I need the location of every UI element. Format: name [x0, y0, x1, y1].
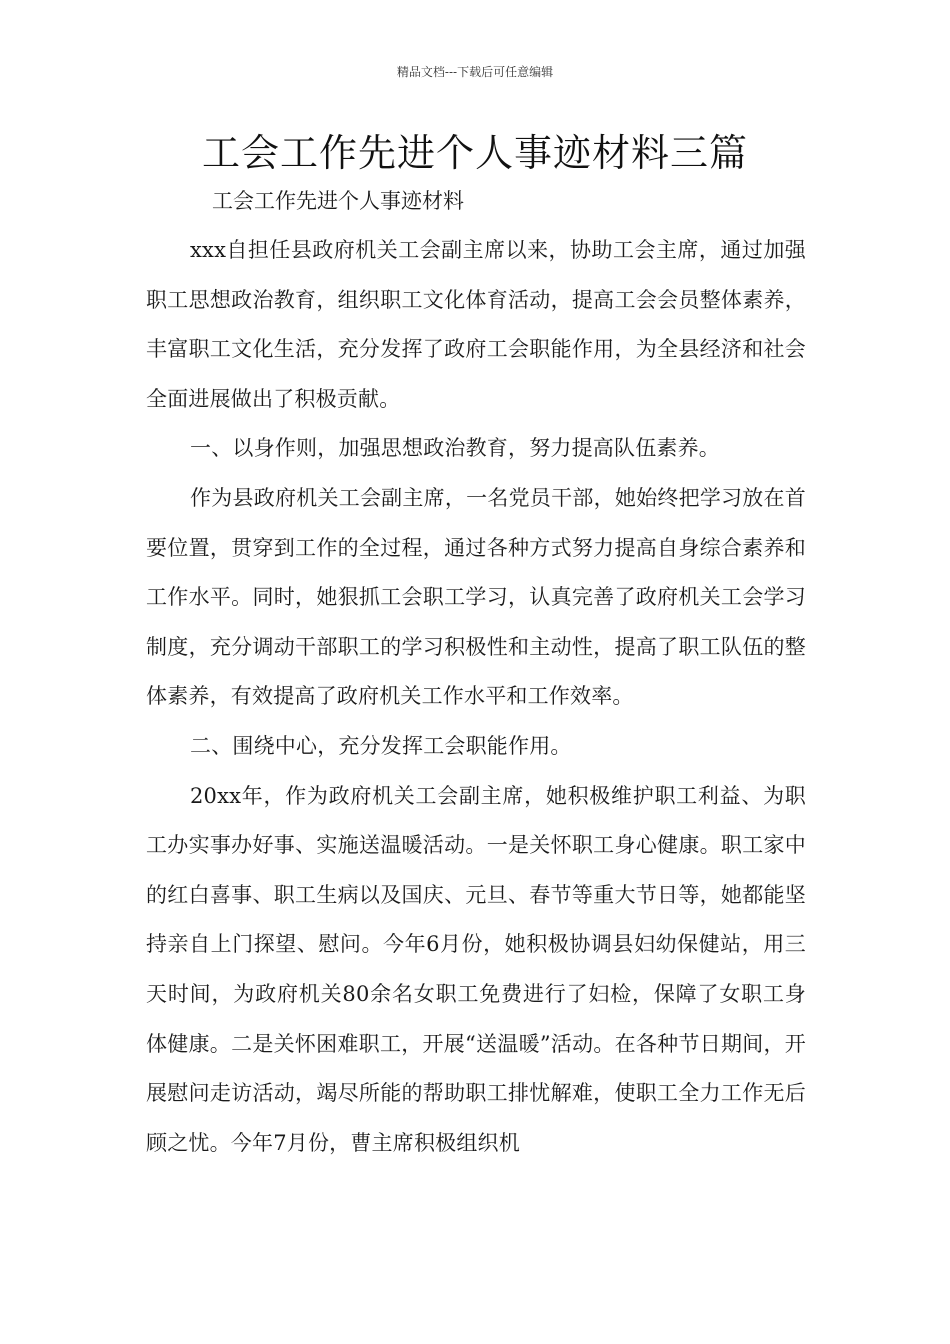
page-header-watermark: 精品文档---下载后可任意编辑 [396, 65, 554, 79]
paragraph-section-1: 作为县政府机关工会副主席，一名党员干部，她始终把学习放在首要位置，贯穿到工作的全过程，通过各种方式努力提高自身综合素养和工作水平。同时，她狠抓工会职工学习，认真完善了政府机关工会学习制度，充分调动干部职工的学习积极性和主动性，提高了职工队伍的整体素养，有效提高了政府机关工作水平和工作效率。 [146, 485, 806, 709]
paragraph-section-2: 20xx年，作为政府机关工会副主席，她积极维护职工利益、为职工办实事办好事、实施送温暖活动。一是关怀职工身心健康。职工家中的红白喜事、职工生病以及国庆、元旦、春节等重大节日等，她都能坚持亲自上门探望、慰问。今年6月份，她积极协调县妇幼保健站，用三天时间，为政府机关80余名女职工免费进行了妇检，保障了女职工身体健康。二是关怀困难职工，开展“送温暖”活动。在各种节日期间，开展慰问走访活动，竭尽所能的帮助职工排忧解难，使职工全力工作无后顾之忧。今年7月份，曹主席积极组织机 [146, 783, 806, 1155]
document-title: 工会工作先进个人事迹材料三篇 [201, 131, 748, 175]
document-subtitle: 工会工作先进个人事迹材料 [212, 189, 464, 213]
paragraph-intro: xxx自担任县政府机关工会副主席以来，协助工会主席，通过加强职工思想政治教育，组织职工文化体育活动，提高工会会员整体素养，丰富职工文化生活，充分发挥了政府工会职能作用，为全县经济和社会全面进展做出了积极贡献。 [146, 238, 806, 411]
section-heading-1: 一、以身作则，加强思想政治教育，努力提高队伍素养。 [190, 436, 720, 461]
section-heading-2: 二、围绕中心，充分发挥工会职能作用。 [190, 733, 572, 758]
document-body [146, 226, 806, 1168]
